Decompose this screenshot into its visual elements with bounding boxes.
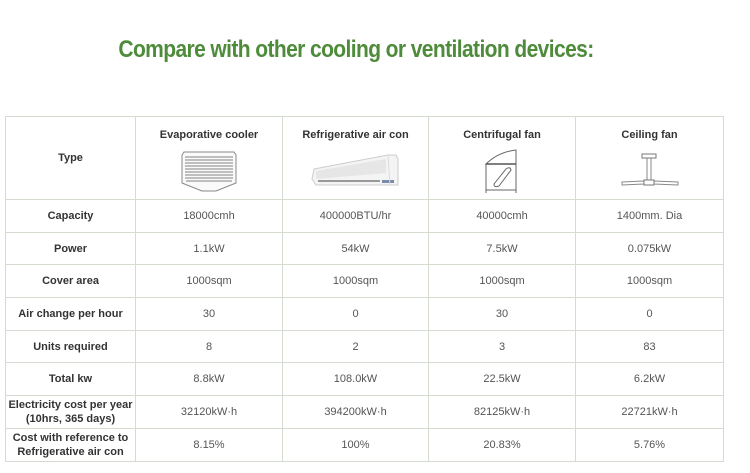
row-label: Total kw xyxy=(6,363,136,396)
table-cell: 30 xyxy=(429,298,576,331)
evaporative-cooler-icon xyxy=(176,147,242,195)
table-row-cover-area xyxy=(6,265,724,298)
air-conditioner-icon xyxy=(308,147,404,195)
device-name: Ceiling fan xyxy=(621,129,678,141)
device-header-ceiling-fan xyxy=(576,117,724,200)
table-cell: 2 xyxy=(283,330,429,363)
row-label-line2: Refrigerative air con xyxy=(17,445,124,458)
table-cell: 7.5kW xyxy=(429,232,576,265)
row-label-line1: Electricity cost per year xyxy=(8,398,133,411)
table-cell: 394200kW·h xyxy=(283,396,429,429)
table-row-power xyxy=(6,232,724,265)
table-cell: 83 xyxy=(576,330,724,363)
row-label-line1: Cost with reference to xyxy=(12,431,129,444)
table-cell: 40000cmh xyxy=(429,200,576,233)
table-cell: 1.1kW xyxy=(136,232,283,265)
table-row-units-required xyxy=(6,330,724,363)
table-cell: 3 xyxy=(429,330,576,363)
table-row-electricity-cost xyxy=(6,396,724,429)
centrifugal-fan-icon xyxy=(482,147,522,195)
table-cell: 1000sqm xyxy=(136,265,283,298)
row-label: Cover area xyxy=(6,265,136,298)
device-header-evaporative-cooler xyxy=(136,117,283,200)
table-cell: 5.76% xyxy=(576,428,724,461)
table-cell: 20.83% xyxy=(429,428,576,461)
table-cell: 30 xyxy=(136,298,283,331)
table-row-capacity xyxy=(6,200,724,233)
table-cell: 0 xyxy=(576,298,724,331)
table-cell: 1000sqm xyxy=(429,265,576,298)
table-cell: 22.5kW xyxy=(429,363,576,396)
comparison-table xyxy=(5,116,724,462)
table-cell: 1000sqm xyxy=(283,265,429,298)
type-header: Type xyxy=(6,117,136,200)
table-cell: 8 xyxy=(136,330,283,363)
device-header-centrifugal-fan xyxy=(429,117,576,200)
row-label xyxy=(6,396,136,429)
table-cell: 100% xyxy=(283,428,429,461)
row-label xyxy=(6,428,136,461)
table-cell: 8.8kW xyxy=(136,363,283,396)
table-cell: 8.15% xyxy=(136,428,283,461)
table-cell: 54kW xyxy=(283,232,429,265)
table-row-air-change xyxy=(6,298,724,331)
table-cell: 1000sqm xyxy=(576,265,724,298)
device-name: Evaporative cooler xyxy=(159,129,259,141)
table-row-cost-reference xyxy=(6,428,724,461)
table-cell: 0 xyxy=(283,298,429,331)
device-header-air-con xyxy=(283,117,429,200)
table-row-total-kw xyxy=(6,363,724,396)
table-cell: 82125kW·h xyxy=(429,396,576,429)
row-label: Power xyxy=(6,232,136,265)
table-cell: 32120kW·h xyxy=(136,396,283,429)
table-cell: 6.2kW xyxy=(576,363,724,396)
row-label: Capacity xyxy=(6,200,136,233)
table-cell: 1400mm. Dia xyxy=(576,200,724,233)
row-label: Air change per hour xyxy=(6,298,136,331)
table-cell: 400000BTU/hr xyxy=(283,200,429,233)
page-title: Compare with other cooling or ventilation devices: xyxy=(118,36,594,63)
row-label-line2: (10hrs, 365 days) xyxy=(25,412,116,425)
device-name: Centrifugal fan xyxy=(463,129,541,141)
table-cell: 0.075kW xyxy=(576,232,724,265)
table-cell: 22721kW·h xyxy=(576,396,724,429)
header-row xyxy=(6,117,724,200)
table-cell: 18000cmh xyxy=(136,200,283,233)
ceiling-fan-icon xyxy=(620,147,680,195)
row-label: Units required xyxy=(6,330,136,363)
device-name: Refrigerative air con xyxy=(302,129,409,141)
table-cell: 108.0kW xyxy=(283,363,429,396)
